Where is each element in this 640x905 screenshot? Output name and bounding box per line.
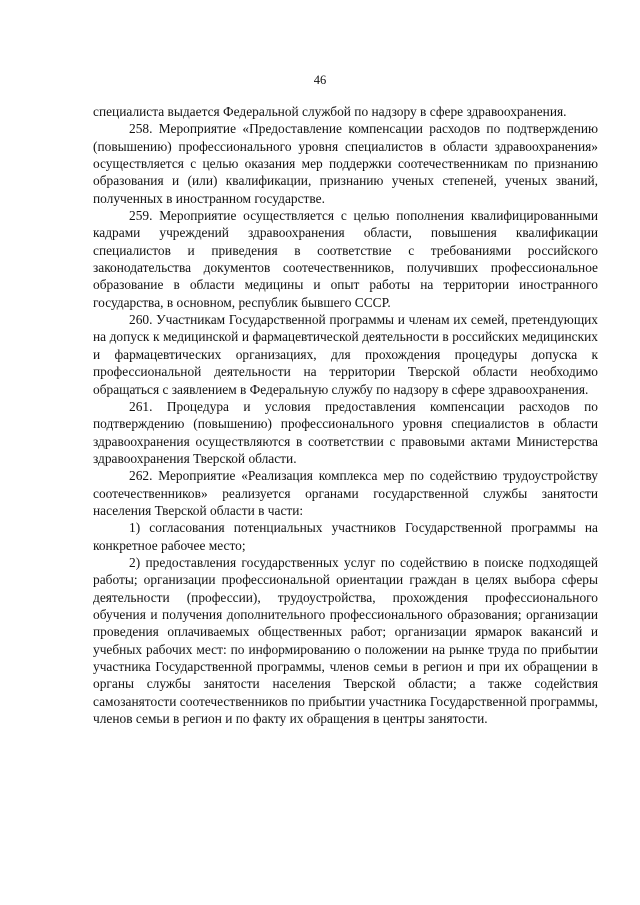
paragraph-261: 261. Процедура и условия предоставления компенсации расходов по подтверждению (повышению) профессионального уровня специалистов в области здравоохранения осуществляются в соответствии с правовыми актами Министерства здравоохранения Тверской области. [93, 398, 598, 466]
document-body [93, 103, 598, 727]
paragraph-258: 258. Мероприятие «Предоставление компенсации расходов по подтверждению (повышению) профессионального уровня специалистов в области здравоохранения» осуществляется с целью оказания мер поддержки соотечественникам по признанию образования и (или) квалификации, признанию ученых степеней, ученых званий, полученных в иностранном государстве. [93, 121, 598, 206]
page-number: 46 [313, 73, 327, 87]
paragraph-260: 260. Участникам Государственной программы и членам их семей, претендующих на допуск к медицинской и фармацевтической деятельности в российских медицинских и фармацевтических организациях, для прохождения процедуры допуска к профессиональной деятельности на территории Тверской области необходимо обращаться с заявлением в Федеральную службу по надзору в сфере здравоохранения. [93, 312, 598, 397]
paragraph-259: 259. Мероприятие осуществляется с целью пополнения квалифицированными кадрами учреждений здравоохранения области, повышения квалификации специалистов и приведения в соответствие с требованиями российского законодательства документов соотечественников, получивших профессиональное образование в области медицины и опыт работы на территории иностранного государства, в основном, республик бывшего СССР. [93, 208, 598, 310]
paragraph-continuation: специалиста выдается Федеральной службой по надзору в сфере здравоохранения. [93, 104, 567, 119]
paragraph-262: 262. Мероприятие «Реализация комплекса мер по содействию трудоустройству соотечественников» реализуется органами государственной службы занятости населения Тверской области в части: [93, 468, 598, 518]
list-item-2: 2) предоставления государственных услуг по содействию в поиске подходящей работы; организации профессиональной ориентации граждан в целях выбора сферы деятельности (профессии), трудоустройства, прохождения профессионального обучения и получения дополнительного профессионального образования; организации проведения оплачиваемых общественных работ; организации ярмарок вакансий и учебных рабочих мест: по информированию о положении на рынке труда по прибытии участника Государственной программы, членов семьи в регион и при их обращении в органы службы занятости населения Тверской области; а также содействия самозанятости соотечественников по прибытии участника Государственной программы, членов семьи в регион и по факту их обращения в центры занятости. [93, 554, 598, 727]
list-item-1: 1) согласования потенциальных участников Государственной программы на конкретное рабочее место; [93, 520, 598, 553]
